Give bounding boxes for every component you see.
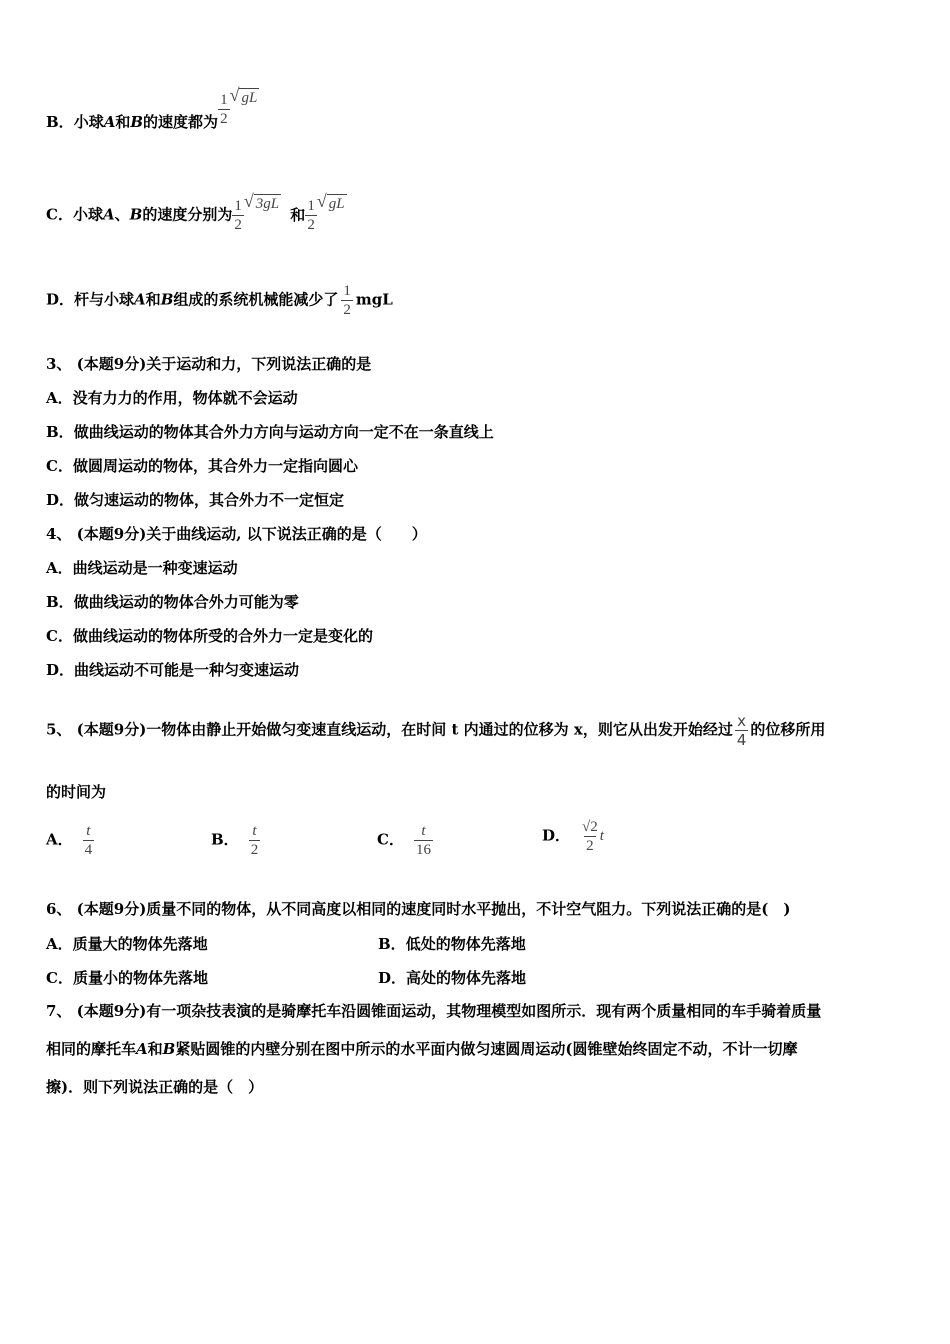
q7-stem-line1: 7、 (本题9分)有一项杂技表演的是骑摩托车沿圆锥面运动，其物理模型如图所示．现有两个质量相同的车手骑着质量 [46, 1002, 822, 1020]
fraction [249, 822, 261, 859]
var-a: A [102, 205, 115, 224]
option-text: 组成的系统机械能减少了 [173, 290, 339, 309]
stem-text: 的位移所用 [750, 720, 826, 739]
fraction-sqrt-2 [305, 191, 346, 234]
fraction [735, 712, 749, 749]
stem-text: 相同的摩托车 [46, 1040, 137, 1058]
q3-stem: 3、 (本题9分)关于运动和力，下列说法正确的是 [46, 355, 372, 373]
q3-option-d [46, 490, 344, 510]
option-text: 小球 [73, 113, 104, 131]
q5-option-c [377, 822, 433, 859]
q3-option-a [46, 388, 298, 408]
option-label: D． [46, 491, 75, 509]
var-a: A [103, 113, 116, 131]
fraction-sqrt [218, 84, 259, 128]
option-text: mgL [355, 290, 393, 309]
option-text: 质量大的物体先落地 [72, 935, 208, 953]
numerator: 1 [220, 91, 228, 108]
fraction [414, 822, 433, 859]
option-text: 和 [115, 113, 131, 131]
option-label: D． [46, 661, 75, 679]
option-text: 和 [290, 205, 306, 224]
option-text: 、 [114, 205, 130, 224]
option-text: 高处的物体先落地 [406, 969, 527, 987]
denominator: 2 [234, 217, 242, 233]
q2-option-d [46, 282, 393, 319]
option-label: A． [46, 830, 73, 849]
q6-option-b [378, 933, 526, 954]
q5-option-a [46, 822, 94, 859]
option-text: 低处的物体先落地 [405, 935, 526, 953]
fraction [232, 197, 244, 234]
option-text: 曲线运动不可能是一种匀变速运动 [74, 661, 300, 679]
denominator: 2 [343, 302, 351, 318]
option-label: C． [46, 627, 73, 645]
option-text: 做圆周运动的物体，其合外力一定指向圆心 [72, 457, 358, 475]
option-text: 做曲线运动的物体所受的合外力一定是变化的 [72, 627, 373, 645]
var-a: A [136, 1040, 148, 1058]
q6-option-a [46, 933, 208, 954]
option-label: C． [46, 205, 73, 224]
fraction [341, 282, 353, 319]
stem-text: 紧贴圆锥的内壁分别在图中所示的水平面内做匀速圆周运动(圆锥壁始终固定不动，不计一切摩 [175, 1040, 798, 1058]
option-text: 没有力力的作用，物体就不会运动 [72, 389, 298, 407]
q2-option-b [46, 84, 259, 132]
radicand: gL [241, 89, 258, 106]
option-label: D． [46, 290, 75, 309]
option-label: B． [211, 830, 239, 849]
q7-stem-line3: 擦)．则下列说法正确的是（ ） [46, 1078, 264, 1096]
option-label: B． [378, 935, 406, 953]
numerator: √2 [582, 819, 598, 835]
option-text: 曲线运动是一种变速运动 [72, 559, 238, 577]
option-text: 做曲线运动的物体合外力可能为零 [73, 593, 299, 611]
q6-stem: 6、 (本题9分)质量不同的物体，从不同高度以相同的速度同时水平抛出，不计空气阻力。下列说法正确的是( ) [46, 900, 791, 918]
q6-option-c [46, 967, 208, 988]
q2-option-c [46, 191, 347, 234]
option-label: A． [46, 389, 73, 407]
denominator: 2 [307, 217, 315, 233]
q5-stem-cont: 的时间为 [46, 783, 107, 801]
fraction [218, 91, 230, 128]
denominator: 4 [736, 731, 747, 749]
option-text: 小球 [72, 205, 103, 224]
q5-stem [46, 712, 825, 749]
option-text: 杆与小球 [74, 290, 135, 309]
option-label: D． [378, 969, 407, 987]
option-label: B． [46, 423, 74, 441]
var-b: B [160, 290, 174, 309]
option-text: 质量小的物体先落地 [72, 969, 208, 987]
option-text: 做曲线运动的物体其合外力方向与运动方向一定不在一条直线上 [73, 423, 494, 441]
q7-stem-line2 [46, 1039, 797, 1059]
fraction [83, 822, 95, 859]
q6-option-d [378, 967, 526, 988]
option-label: C． [46, 969, 73, 987]
q5-option-d [542, 818, 604, 855]
denominator: 16 [415, 842, 431, 858]
numerator: t [421, 823, 426, 839]
var-t: t [599, 828, 604, 844]
stem-text: 5、 (本题9分)一物体由静止开始做匀变速直线运动，在时间 t 内通过的位移为 x，则它从出发开始经过 [46, 720, 733, 739]
option-label: A． [46, 935, 73, 953]
q4-stem: 4、 (本题9分)关于曲线运动, 以下说法正确的是（ ） [46, 525, 427, 543]
q5-option-b [211, 822, 260, 859]
denominator: 4 [84, 842, 93, 858]
option-text: 做匀速运动的物体，其合外力不一定恒定 [74, 491, 345, 509]
q3-option-c [46, 456, 358, 476]
option-label: C． [377, 830, 404, 849]
option-text: 的速度分别为 [142, 205, 233, 224]
fraction-sqrt-1 [232, 191, 281, 234]
denominator: 2 [220, 110, 228, 127]
radicand: 3gL [255, 196, 280, 212]
option-text: 的速度都为 [143, 113, 219, 131]
sqrt: √ gL [229, 84, 258, 106]
var-b: B [129, 205, 143, 224]
numerator: t [86, 823, 91, 839]
sqrt: √ 3gL [243, 191, 280, 212]
q4-option-b [46, 592, 299, 612]
var-a: A [134, 290, 146, 309]
var-b: B [130, 113, 144, 131]
fraction [305, 197, 317, 234]
q4-option-a [46, 558, 238, 578]
radicand: gL [328, 196, 345, 212]
option-label: D． [542, 826, 571, 845]
stem-text: 和 [147, 1040, 163, 1058]
numerator: 1 [234, 198, 242, 214]
option-label: B． [46, 113, 74, 131]
option-label: A． [46, 559, 73, 577]
denominator: 2 [586, 838, 594, 854]
var-b: B [162, 1040, 176, 1058]
numerator: t [252, 823, 257, 839]
numerator: x [737, 712, 747, 730]
sqrt: √ gL [316, 191, 345, 212]
q3-option-b [46, 422, 494, 442]
fraction [580, 818, 600, 855]
numerator: 1 [307, 198, 315, 214]
option-label: B． [46, 593, 74, 611]
q4-option-c [46, 626, 373, 646]
denominator: 2 [250, 842, 259, 858]
q4-option-d [46, 660, 299, 680]
numerator: 1 [343, 283, 351, 299]
option-text: 和 [145, 290, 161, 309]
option-label: C． [46, 457, 73, 475]
